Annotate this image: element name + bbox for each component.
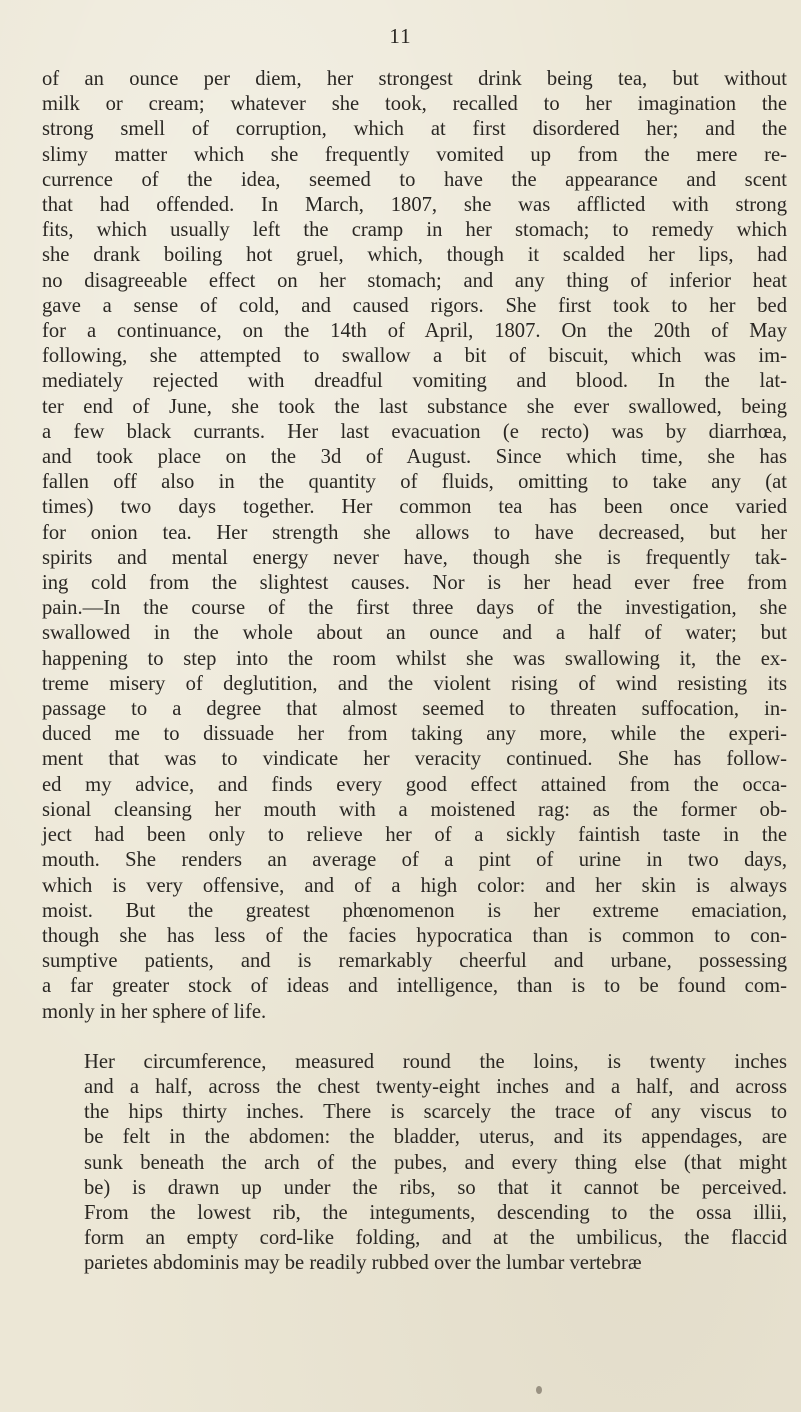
text-line: moist. But the greatest phœnomenon is her extreme emaciation, <box>42 899 787 922</box>
text-line: parietes abdominis may be readily rubbed over the lumbar vertebræ <box>84 1252 642 1275</box>
text-line: gave a sense of cold, and caused rigors. She first took to her bed <box>42 294 787 317</box>
text-line: of an ounce per diem, her strongest drink being tea, but without <box>42 68 787 90</box>
text-line: ter end of June, she took the last substance she ever swallowed, being <box>42 395 787 418</box>
text-line: mouth. She renders an average of a pint of urine in two days, <box>42 849 787 872</box>
text-line: form an empty cord-like folding, and at the umbilicus, the flaccid <box>84 1227 787 1250</box>
text-line: she drank boiling hot gruel, which, though it scalded her lips, had <box>42 244 787 267</box>
text-line: following, she attempted to swallow a bit of biscuit, which was im- <box>42 345 787 368</box>
text-line: milk or cream; whatever she took, recalled to her imagination the <box>42 93 787 116</box>
text-line: and a half, across the chest twenty-eight inches and a half, and across <box>84 1075 787 1098</box>
text-line: a few black currants. Her last evacuation (e recto) was by diarrhœa, <box>42 420 787 443</box>
text-line: though she has less of the facies hypocratica than is common to con- <box>42 924 787 947</box>
text-line: monly in her sphere of life. <box>42 1000 267 1023</box>
text-line: the hips thirty inches. There is scarcely the trace of any viscus to <box>84 1101 787 1124</box>
text-line: ment that was to vindicate her veracity continued. She has follow- <box>42 748 787 771</box>
text-line: ject had been only to relieve her of a sickly faintish taste in the <box>42 824 787 847</box>
text-line: From the lowest rib, the integuments, descending to the ossa illii, <box>84 1201 787 1224</box>
body-text <box>42 67 787 1277</box>
text-line: mediately rejected with dreadful vomiting and blood. In the lat- <box>42 370 787 393</box>
text-line: slimy matter which she frequently vomited up from the mere re- <box>42 143 787 166</box>
text-line: for onion tea. Her strength she allows to have decreased, but her <box>42 521 787 544</box>
text-line: duced me to dissuade her from taking any more, while the experi- <box>42 723 787 746</box>
text-line: currence of the idea, seemed to have the appearance and scent <box>42 168 787 191</box>
paragraph-case-history <box>42 67 787 1025</box>
text-line: sumptive patients, and is remarkably cheerful and urbane, possessing <box>42 950 787 973</box>
page-number: 11 <box>389 24 412 48</box>
text-line: that had offended. In March, 1807, she was afflicted with strong <box>42 194 787 217</box>
ink-speck <box>536 1386 542 1394</box>
text-line: a far greater stock of ideas and intelligence, than is to be found com- <box>42 975 787 998</box>
text-line: times) two days together. Her common tea has been once varied <box>42 496 787 519</box>
text-line: ing cold from the slightest causes. Nor is her head ever free from <box>42 572 787 595</box>
text-line: spirits and mental energy never have, though she is frequently tak- <box>42 546 787 569</box>
text-line: fits, which usually left the cramp in her stomach; to remedy which <box>42 219 787 242</box>
text-line: treme misery of deglutition, and the violent rising of wind resisting its <box>42 672 787 695</box>
text-line: sional cleansing her mouth with a moistened rag: as the former ob- <box>42 798 787 821</box>
text-line: which is very offensive, and of a high color: and her skin is always <box>42 874 787 897</box>
text-line: happening to step into the room whilst she was swallowing it, the ex- <box>42 647 787 670</box>
text-line: and took place on the 3d of August. Since which time, she has <box>42 446 787 469</box>
text-line: fallen off also in the quantity of fluids, omitting to take any (at <box>42 471 787 494</box>
text-line: no disagreeable effect on her stomach; and any thing of inferior heat <box>42 269 787 292</box>
text-line: be felt in the abdomen: the bladder, uterus, and its appendages, are <box>84 1126 787 1149</box>
text-line: swallowed in the whole about an ounce and a half of water; but <box>42 622 787 645</box>
text-line: pain.—In the course of the first three days of the investigation, she <box>42 597 787 620</box>
text-line: Her circumference, measured round the loins, is twenty inches <box>84 1050 787 1073</box>
text-line: ed my advice, and finds every good effect attained from the occa- <box>42 773 787 796</box>
text-line: strong smell of corruption, which at first disordered her; and the <box>42 118 787 141</box>
paragraph-measurements <box>42 1050 787 1277</box>
text-line: passage to a degree that almost seemed to threaten suffocation, in- <box>42 698 787 721</box>
text-line: for a continuance, on the 14th of April, 1807. On the 20th of May <box>42 320 787 343</box>
text-line: sunk beneath the arch of the pubes, and every thing else (that might <box>84 1151 787 1174</box>
text-line: be) is drawn up under the ribs, so that it cannot be perceived. <box>84 1176 787 1199</box>
